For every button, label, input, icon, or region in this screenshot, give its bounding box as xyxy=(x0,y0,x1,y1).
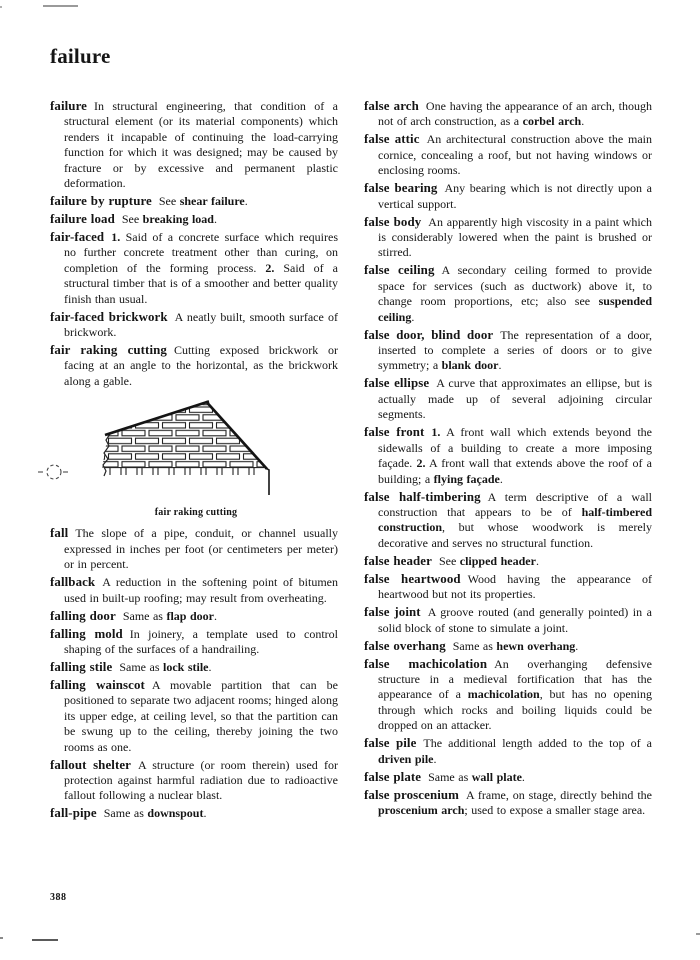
entry-term: fall-pipe xyxy=(50,806,97,821)
entry-definition: The slope of a pipe, conduit, or channel usually expressed in inches per foot (or centimeters per meter) or in percent. xyxy=(64,526,338,572)
entry-term: false ellipse xyxy=(364,376,430,391)
entry-definition: A neatly built, smooth surface of brickwork. xyxy=(64,309,338,340)
dictionary-entry xyxy=(364,215,652,261)
two-column-text-area xyxy=(50,99,652,824)
entry-definition: Same as wall plate. xyxy=(428,769,525,784)
entry-definition: A groove routed (and generally pointed) in a solid block of stone to simulate a joint. xyxy=(378,605,652,635)
dictionary-entry xyxy=(364,376,652,422)
dictionary-entry xyxy=(364,736,652,767)
dictionary-entry xyxy=(50,609,338,624)
entry-term: failure load xyxy=(50,212,115,227)
entry-definition: In structural engineering, that condition of a structural element (or its material components) which renders it incapable of continuing the load-carrying function for which it was designed; may be caused by fracture or by excessive and permanent plastic deformation. xyxy=(64,99,338,191)
entry-definition: An overhanging defensive structure in a medieval fortification that has the appearance of a machicolation, but has no opening through which rocks and boiling liquids could be dropped on an attacker. xyxy=(378,656,652,733)
entry-definition: Same as hewn overhang. xyxy=(452,638,579,653)
entry-term: failure xyxy=(50,99,87,113)
dictionary-entry xyxy=(50,343,338,389)
entry-term: false attic xyxy=(364,132,420,147)
entry-definition: A movable partition that can be positioned to separate two adjacent rooms; hinged along its upper edge, at ceiling level, so that the partition can be swung up to the ceiling, thereby joining the two rooms as one. xyxy=(64,677,338,754)
entry-definition: A curve that approximates an ellipse, but is actually made up of several adjoining circular segments. xyxy=(378,376,653,422)
entry-term: fallout shelter xyxy=(50,757,131,772)
dictionary-entry xyxy=(364,328,652,374)
dictionary-entry xyxy=(50,660,338,675)
entry-definition: A structure (or room therein) used for protection against harmful radiation due to radioactive fallout following a nuclear blast. xyxy=(64,757,339,803)
dictionary-entry xyxy=(364,490,652,552)
entry-term: false header xyxy=(364,553,432,568)
entry-term: false pile xyxy=(364,736,417,751)
figure-fair-raking-cutting xyxy=(94,398,298,518)
entry-definition: 1. Said of a concrete surface which requires no further concrete treatment other than curing, on completion of the forming process. 2. Said of a structural timber that is of a smoother and better quality finish than usual. xyxy=(64,230,339,306)
dictionary-entry xyxy=(364,605,652,636)
entry-definition: Same as lock stile. xyxy=(119,659,212,674)
crop-mark-icon xyxy=(0,6,2,8)
dictionary-entry xyxy=(50,230,338,307)
dictionary-entry xyxy=(50,526,338,572)
entry-term: fall xyxy=(50,526,69,541)
entry-definition: An architectural construction above the main cornice, concealing a roof, but not having windows or enclosing rooms. xyxy=(378,132,652,178)
entry-definition: In joinery, a template used to control shaping of the surfaces of a handrailing. xyxy=(64,626,338,656)
dictionary-entry xyxy=(364,99,652,130)
dictionary-entry xyxy=(50,194,338,209)
entry-term: false half-timbering xyxy=(364,489,481,504)
dictionary-entry xyxy=(50,575,338,606)
entry-definition: The additional length added to the top of a driven pile. xyxy=(378,736,652,766)
dictionary-entry xyxy=(364,132,652,178)
entry-term: false machicolation xyxy=(364,656,488,671)
entry-term: fair-faced xyxy=(50,230,105,245)
dictionary-entry xyxy=(364,572,652,603)
brick-gable-illustration xyxy=(94,398,298,498)
entry-term: falling mold xyxy=(50,626,123,641)
entry-term: false ceiling xyxy=(364,263,435,278)
entry-definition: A frame, on stage, directly behind the proscenium arch; used to expose a smaller stage area. xyxy=(378,787,652,817)
dictionary-entry xyxy=(364,788,652,819)
entry-term: false arch xyxy=(364,99,419,113)
dictionary-entry xyxy=(364,770,652,785)
page-title: failure xyxy=(50,44,111,68)
dictionary-entry xyxy=(50,212,338,227)
dictionary-entry xyxy=(50,758,338,804)
entry-definition: An apparently high viscosity in a paint which is considerably lowered when the paint is brushed or stirred. xyxy=(378,214,653,260)
dictionary-entry xyxy=(364,425,652,487)
dictionary-entry xyxy=(50,99,338,191)
entry-term: false front xyxy=(364,425,425,440)
entry-definition: The representation of a door, inserted to complete a series of doors or to give symmetry; a blank door. xyxy=(378,327,652,373)
entry-term: false heartwood xyxy=(364,571,461,586)
entry-definition: See clipped header. xyxy=(438,553,539,568)
crop-mark-icon xyxy=(696,933,700,935)
dictionary-entry xyxy=(50,678,338,755)
entry-definition: Cutting exposed brickwork or facing at an angle to the horizontal, as the brickwork along a gable. xyxy=(64,343,338,388)
dictionary-entry xyxy=(50,310,338,341)
entry-term: falling stile xyxy=(50,659,113,674)
entry-definition: See breaking load. xyxy=(121,212,217,227)
entry-definition: Same as downspout. xyxy=(103,806,207,821)
entry-definition: Any bearing which is not directly upon a vertical support. xyxy=(378,181,652,211)
entry-definition: Wood having the appearance of heartwood but not its properties. xyxy=(378,571,652,602)
entry-term: falling door xyxy=(50,608,116,623)
entry-term: fair-faced brickwork xyxy=(50,309,168,324)
dictionary-entry xyxy=(364,263,652,325)
entry-term: fair raking cutting xyxy=(50,343,167,358)
crop-mark-icon xyxy=(0,937,3,939)
entry-term: false proscenium xyxy=(364,787,459,802)
entry-term: failure by rupture xyxy=(50,194,152,209)
dictionary-entry xyxy=(364,181,652,212)
dictionary-entry xyxy=(50,806,338,821)
entry-term: falling wainscot xyxy=(50,677,145,692)
entry-term: false door, blind door xyxy=(364,327,494,342)
entry-definition: A term descriptive of a wall construction that appears to be of half-timbered construction, but whose woodwork is merely decorative and serves no structural function. xyxy=(378,489,653,550)
dictionary-entry xyxy=(364,554,652,569)
entry-definition: See shear failure. xyxy=(158,194,248,209)
dictionary-entry xyxy=(364,639,652,654)
crop-mark-icon xyxy=(32,939,58,941)
right-column xyxy=(364,99,652,824)
entry-term: false body xyxy=(364,214,422,229)
entry-term: false joint xyxy=(364,605,421,620)
entry-definition: A secondary ceiling formed to provide space for services (such as ductwork) above it, to change room proportions, etc; also see suspended ceiling. xyxy=(378,263,652,324)
left-column xyxy=(50,99,338,824)
entry-definition: 1. A front wall which extends beyond the sidewalls of a building to create a more imposing façade. 2. A front wall that extends above the roof of a building; a flying façade. xyxy=(378,425,652,486)
entry-definition: A reduction in the softening point of bitumen used in built-up roofing; may result from overheating. xyxy=(64,575,338,605)
entry-term: false bearing xyxy=(364,181,438,196)
page-number: 388 xyxy=(50,892,67,903)
entry-term: fallback xyxy=(50,575,96,590)
entry-definition: Same as flap door. xyxy=(122,608,217,623)
entry-term: false overhang xyxy=(364,638,446,653)
dictionary-entry xyxy=(50,627,338,658)
crop-mark-icon xyxy=(43,5,78,7)
entry-term: false plate xyxy=(364,769,422,784)
figure-caption: fair raking cutting xyxy=(154,507,238,519)
dictionary-entry xyxy=(364,657,652,734)
entry-definition: One having the appearance of an arch, though not of arch construction, as a corbel arch. xyxy=(378,99,652,129)
